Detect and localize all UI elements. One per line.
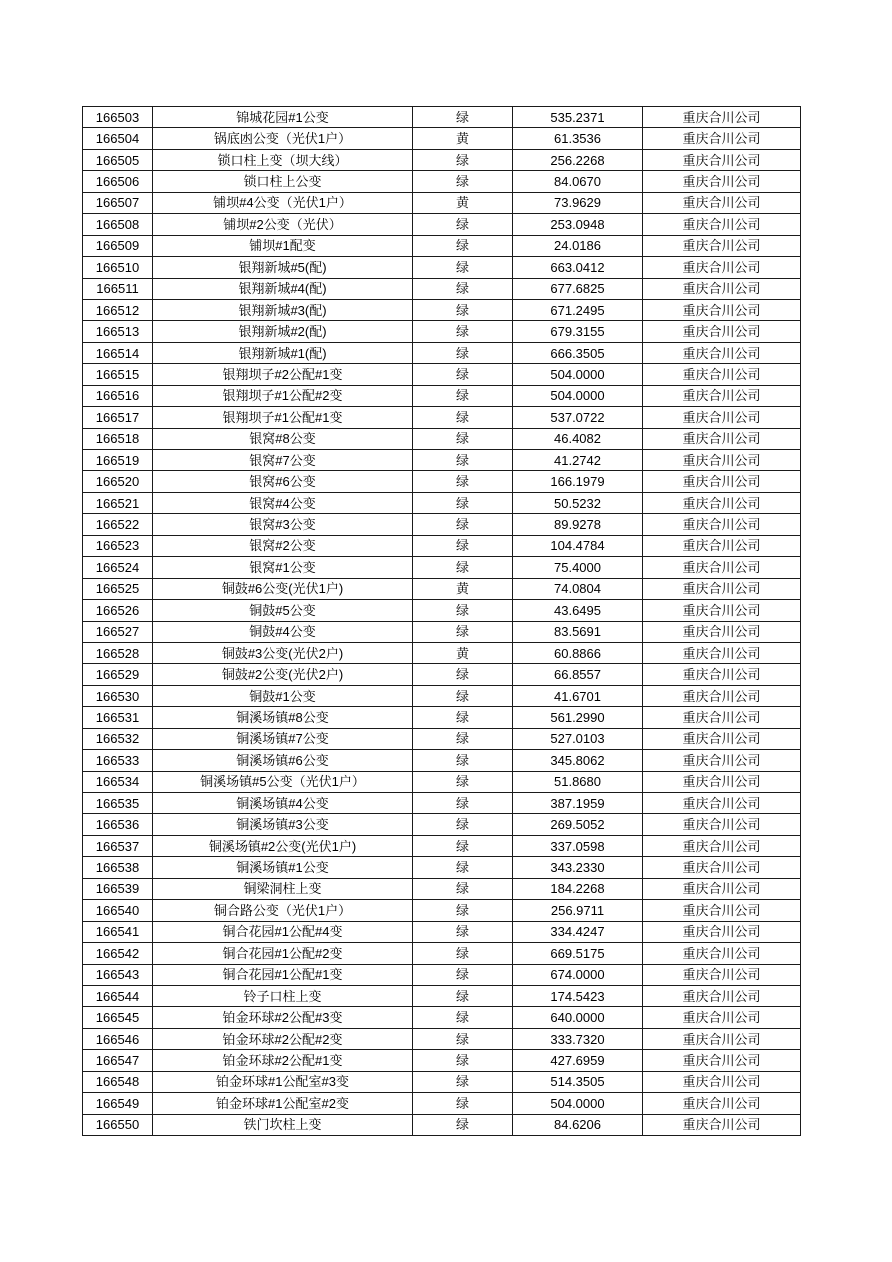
cell-company: 重庆合川公司 <box>643 621 801 642</box>
cell-id: 166550 <box>83 1114 153 1135</box>
cell-value: 184.2268 <box>513 878 643 899</box>
cell-value: 504.0000 <box>513 364 643 385</box>
cell-company: 重庆合川公司 <box>643 857 801 878</box>
table-row <box>83 149 801 170</box>
table-row <box>83 364 801 385</box>
cell-id: 166524 <box>83 557 153 578</box>
cell-value: 345.8062 <box>513 750 643 771</box>
cell-name: 银窝#8公变 <box>153 428 413 449</box>
cell-company: 重庆合川公司 <box>643 214 801 235</box>
cell-status: 绿 <box>413 728 513 749</box>
table-row <box>83 943 801 964</box>
cell-name: 银窝#4公变 <box>153 492 413 513</box>
cell-status: 绿 <box>413 278 513 299</box>
cell-value: 640.0000 <box>513 1007 643 1028</box>
cell-id: 166528 <box>83 642 153 663</box>
cell-name: 银窝#6公变 <box>153 471 413 492</box>
cell-id: 166515 <box>83 364 153 385</box>
cell-value: 535.2371 <box>513 107 643 128</box>
cell-status: 绿 <box>413 985 513 1006</box>
cell-name: 铂金环球#1公配室#3变 <box>153 1071 413 1092</box>
cell-id: 166536 <box>83 814 153 835</box>
cell-status: 绿 <box>413 943 513 964</box>
table-row <box>83 1114 801 1135</box>
cell-status: 绿 <box>413 364 513 385</box>
cell-company: 重庆合川公司 <box>643 364 801 385</box>
cell-id: 166511 <box>83 278 153 299</box>
cell-value: 253.0948 <box>513 214 643 235</box>
cell-company: 重庆合川公司 <box>643 1114 801 1135</box>
table-row <box>83 793 801 814</box>
cell-name: 铜合花园#1公配#2变 <box>153 943 413 964</box>
cell-value: 387.1959 <box>513 793 643 814</box>
table-row <box>83 664 801 685</box>
cell-value: 669.5175 <box>513 943 643 964</box>
cell-id: 166525 <box>83 578 153 599</box>
table-row <box>83 1028 801 1049</box>
cell-value: 51.8680 <box>513 771 643 792</box>
table-row <box>83 1071 801 1092</box>
table-row <box>83 535 801 556</box>
cell-company: 重庆合川公司 <box>643 793 801 814</box>
cell-status: 绿 <box>413 342 513 363</box>
cell-name: 铜梁洞柱上变 <box>153 878 413 899</box>
cell-id: 166523 <box>83 535 153 556</box>
cell-name: 铜鼓#6公变(光伏1户) <box>153 578 413 599</box>
cell-value: 66.8557 <box>513 664 643 685</box>
cell-id: 166541 <box>83 921 153 942</box>
cell-id: 166534 <box>83 771 153 792</box>
cell-value: 679.3155 <box>513 321 643 342</box>
cell-status: 绿 <box>413 171 513 192</box>
cell-company: 重庆合川公司 <box>643 192 801 213</box>
cell-name: 铜合路公变（光伏1户） <box>153 900 413 921</box>
cell-name: 铂金环球#2公配#1变 <box>153 1050 413 1071</box>
cell-id: 166533 <box>83 750 153 771</box>
table-row <box>83 514 801 535</box>
cell-name: 锅底凼公变（光伏1户） <box>153 128 413 149</box>
cell-value: 24.0186 <box>513 235 643 256</box>
table-row <box>83 814 801 835</box>
cell-company: 重庆合川公司 <box>643 964 801 985</box>
cell-company: 重庆合川公司 <box>643 900 801 921</box>
cell-status: 绿 <box>413 407 513 428</box>
cell-value: 537.0722 <box>513 407 643 428</box>
table-row <box>83 257 801 278</box>
cell-id: 166540 <box>83 900 153 921</box>
cell-id: 166522 <box>83 514 153 535</box>
cell-status: 绿 <box>413 1114 513 1135</box>
cell-status: 黄 <box>413 128 513 149</box>
cell-id: 166529 <box>83 664 153 685</box>
cell-id: 166503 <box>83 107 153 128</box>
cell-id: 166537 <box>83 835 153 856</box>
cell-company: 重庆合川公司 <box>643 299 801 320</box>
table-row <box>83 900 801 921</box>
cell-name: 铜溪场镇#4公变 <box>153 793 413 814</box>
cell-value: 75.4000 <box>513 557 643 578</box>
cell-name: 铜鼓#2公变(光伏2户) <box>153 664 413 685</box>
cell-company: 重庆合川公司 <box>643 107 801 128</box>
cell-name: 铂金环球#1公配室#2变 <box>153 1093 413 1114</box>
cell-status: 绿 <box>413 900 513 921</box>
cell-company: 重庆合川公司 <box>643 514 801 535</box>
cell-id: 166539 <box>83 878 153 899</box>
cell-id: 166547 <box>83 1050 153 1071</box>
cell-value: 166.1979 <box>513 471 643 492</box>
cell-name: 银窝#3公变 <box>153 514 413 535</box>
cell-name: 铺坝#2公变（光伏） <box>153 214 413 235</box>
table-sheet <box>82 106 801 1136</box>
table-row <box>83 921 801 942</box>
table-row <box>83 1050 801 1071</box>
cell-name: 银翔新城#4(配) <box>153 278 413 299</box>
cell-company: 重庆合川公司 <box>643 985 801 1006</box>
cell-id: 166521 <box>83 492 153 513</box>
cell-id: 166517 <box>83 407 153 428</box>
cell-company: 重庆合川公司 <box>643 685 801 706</box>
table-row <box>83 771 801 792</box>
cell-name: 铜鼓#5公变 <box>153 600 413 621</box>
cell-id: 166509 <box>83 235 153 256</box>
cell-name: 银翔新城#5(配) <box>153 257 413 278</box>
cell-id: 166542 <box>83 943 153 964</box>
cell-id: 166512 <box>83 299 153 320</box>
cell-name: 银翔坝子#2公配#1变 <box>153 364 413 385</box>
table-row <box>83 214 801 235</box>
cell-name: 铜鼓#4公变 <box>153 621 413 642</box>
cell-status: 绿 <box>413 921 513 942</box>
table-row <box>83 235 801 256</box>
cell-value: 83.5691 <box>513 621 643 642</box>
cell-status: 黄 <box>413 578 513 599</box>
cell-value: 334.4247 <box>513 921 643 942</box>
cell-value: 256.2268 <box>513 149 643 170</box>
cell-company: 重庆合川公司 <box>643 1093 801 1114</box>
cell-status: 绿 <box>413 964 513 985</box>
cell-value: 674.0000 <box>513 964 643 985</box>
cell-name: 铜合花园#1公配#1变 <box>153 964 413 985</box>
cell-status: 黄 <box>413 642 513 663</box>
table-row <box>83 407 801 428</box>
cell-status: 绿 <box>413 299 513 320</box>
table-row <box>83 728 801 749</box>
cell-company: 重庆合川公司 <box>643 600 801 621</box>
cell-value: 61.3536 <box>513 128 643 149</box>
cell-company: 重庆合川公司 <box>643 728 801 749</box>
table-row <box>83 642 801 663</box>
cell-name: 银翔坝子#1公配#2变 <box>153 385 413 406</box>
cell-id: 166504 <box>83 128 153 149</box>
cell-id: 166532 <box>83 728 153 749</box>
cell-company: 重庆合川公司 <box>643 814 801 835</box>
cell-name: 铜溪场镇#1公变 <box>153 857 413 878</box>
cell-status: 绿 <box>413 664 513 685</box>
cell-status: 绿 <box>413 428 513 449</box>
cell-company: 重庆合川公司 <box>643 450 801 471</box>
cell-company: 重庆合川公司 <box>643 1050 801 1071</box>
cell-value: 504.0000 <box>513 1093 643 1114</box>
cell-company: 重庆合川公司 <box>643 235 801 256</box>
cell-status: 绿 <box>413 600 513 621</box>
cell-name: 铜溪场镇#8公变 <box>153 707 413 728</box>
cell-company: 重庆合川公司 <box>643 578 801 599</box>
cell-status: 绿 <box>413 257 513 278</box>
cell-name: 铺坝#1配变 <box>153 235 413 256</box>
cell-value: 504.0000 <box>513 385 643 406</box>
cell-company: 重庆合川公司 <box>643 149 801 170</box>
cell-company: 重庆合川公司 <box>643 428 801 449</box>
cell-id: 166531 <box>83 707 153 728</box>
cell-company: 重庆合川公司 <box>643 835 801 856</box>
cell-value: 84.0670 <box>513 171 643 192</box>
cell-status: 绿 <box>413 321 513 342</box>
table-row <box>83 1093 801 1114</box>
table-row <box>83 621 801 642</box>
cell-company: 重庆合川公司 <box>643 492 801 513</box>
table-row <box>83 707 801 728</box>
cell-value: 89.9278 <box>513 514 643 535</box>
cell-status: 绿 <box>413 471 513 492</box>
cell-company: 重庆合川公司 <box>643 342 801 363</box>
cell-company: 重庆合川公司 <box>643 642 801 663</box>
cell-company: 重庆合川公司 <box>643 921 801 942</box>
cell-name: 铜鼓#3公变(光伏2户) <box>153 642 413 663</box>
cell-status: 绿 <box>413 450 513 471</box>
cell-id: 166518 <box>83 428 153 449</box>
cell-name: 银窝#1公变 <box>153 557 413 578</box>
cell-status: 绿 <box>413 685 513 706</box>
table-row <box>83 1007 801 1028</box>
cell-status: 绿 <box>413 1007 513 1028</box>
cell-value: 269.5052 <box>513 814 643 835</box>
cell-company: 重庆合川公司 <box>643 128 801 149</box>
cell-name: 铂金环球#2公配#2变 <box>153 1028 413 1049</box>
cell-value: 677.6825 <box>513 278 643 299</box>
cell-id: 166527 <box>83 621 153 642</box>
cell-status: 绿 <box>413 750 513 771</box>
cell-value: 256.9711 <box>513 900 643 921</box>
cell-id: 166513 <box>83 321 153 342</box>
cell-status: 绿 <box>413 149 513 170</box>
cell-status: 绿 <box>413 1093 513 1114</box>
cell-status: 绿 <box>413 707 513 728</box>
cell-name: 铁门坎柱上变 <box>153 1114 413 1135</box>
cell-status: 绿 <box>413 814 513 835</box>
cell-value: 84.6206 <box>513 1114 643 1135</box>
table-row <box>83 428 801 449</box>
cell-value: 43.6495 <box>513 600 643 621</box>
cell-id: 166538 <box>83 857 153 878</box>
cell-status: 绿 <box>413 535 513 556</box>
cell-company: 重庆合川公司 <box>643 407 801 428</box>
table-row <box>83 342 801 363</box>
cell-value: 46.4082 <box>513 428 643 449</box>
table-row <box>83 878 801 899</box>
cell-status: 绿 <box>413 107 513 128</box>
cell-value: 514.3505 <box>513 1071 643 1092</box>
cell-status: 绿 <box>413 514 513 535</box>
cell-value: 561.2990 <box>513 707 643 728</box>
cell-id: 166526 <box>83 600 153 621</box>
table-row <box>83 835 801 856</box>
cell-status: 黄 <box>413 192 513 213</box>
table-row <box>83 600 801 621</box>
cell-company: 重庆合川公司 <box>643 750 801 771</box>
cell-value: 671.2495 <box>513 299 643 320</box>
table-row <box>83 299 801 320</box>
cell-value: 427.6959 <box>513 1050 643 1071</box>
cell-value: 333.7320 <box>513 1028 643 1049</box>
table-row <box>83 857 801 878</box>
cell-status: 绿 <box>413 878 513 899</box>
cell-name: 银翔新城#2(配) <box>153 321 413 342</box>
cell-id: 166519 <box>83 450 153 471</box>
table-row <box>83 278 801 299</box>
cell-name: 银窝#7公变 <box>153 450 413 471</box>
cell-value: 41.2742 <box>513 450 643 471</box>
table-row <box>83 750 801 771</box>
cell-name: 银翔新城#1(配) <box>153 342 413 363</box>
cell-company: 重庆合川公司 <box>643 707 801 728</box>
cell-status: 绿 <box>413 1071 513 1092</box>
table-row <box>83 450 801 471</box>
cell-value: 527.0103 <box>513 728 643 749</box>
table-row <box>83 557 801 578</box>
table-row <box>83 492 801 513</box>
cell-name: 铜溪场镇#5公变（光伏1户） <box>153 771 413 792</box>
cell-id: 166514 <box>83 342 153 363</box>
cell-value: 343.2330 <box>513 857 643 878</box>
table-row <box>83 192 801 213</box>
table-row <box>83 107 801 128</box>
cell-value: 73.9629 <box>513 192 643 213</box>
cell-company: 重庆合川公司 <box>643 664 801 685</box>
cell-name: 锁口柱上公变 <box>153 171 413 192</box>
cell-value: 50.5232 <box>513 492 643 513</box>
cell-status: 绿 <box>413 621 513 642</box>
table-row <box>83 128 801 149</box>
cell-id: 166530 <box>83 685 153 706</box>
cell-company: 重庆合川公司 <box>643 257 801 278</box>
cell-name: 铺坝#4公变（光伏1户） <box>153 192 413 213</box>
cell-company: 重庆合川公司 <box>643 385 801 406</box>
cell-value: 104.4784 <box>513 535 643 556</box>
cell-status: 绿 <box>413 385 513 406</box>
table-row <box>83 471 801 492</box>
table-row <box>83 985 801 1006</box>
cell-id: 166510 <box>83 257 153 278</box>
cell-company: 重庆合川公司 <box>643 321 801 342</box>
cell-id: 166535 <box>83 793 153 814</box>
cell-name: 铜鼓#1公变 <box>153 685 413 706</box>
table-row <box>83 964 801 985</box>
cell-name: 铜溪场镇#7公变 <box>153 728 413 749</box>
table-row <box>83 385 801 406</box>
cell-id: 166548 <box>83 1071 153 1092</box>
cell-status: 绿 <box>413 214 513 235</box>
cell-status: 绿 <box>413 1028 513 1049</box>
table-row <box>83 171 801 192</box>
cell-company: 重庆合川公司 <box>643 471 801 492</box>
cell-id: 166506 <box>83 171 153 192</box>
table-row <box>83 685 801 706</box>
cell-name: 铜溪场镇#6公变 <box>153 750 413 771</box>
table-row <box>83 321 801 342</box>
cell-value: 60.8866 <box>513 642 643 663</box>
cell-id: 166508 <box>83 214 153 235</box>
cell-status: 绿 <box>413 557 513 578</box>
cell-name: 银翔坝子#1公配#1变 <box>153 407 413 428</box>
cell-name: 铂金环球#2公配#3变 <box>153 1007 413 1028</box>
cell-id: 166516 <box>83 385 153 406</box>
transformer-table <box>82 106 801 1136</box>
cell-value: 41.6701 <box>513 685 643 706</box>
cell-name: 铃子口柱上变 <box>153 985 413 1006</box>
cell-company: 重庆合川公司 <box>643 557 801 578</box>
cell-name: 铜溪场镇#2公变(光伏1户) <box>153 835 413 856</box>
cell-name: 锦城花园#1公变 <box>153 107 413 128</box>
cell-id: 166505 <box>83 149 153 170</box>
cell-name: 铜溪场镇#3公变 <box>153 814 413 835</box>
cell-id: 166545 <box>83 1007 153 1028</box>
cell-value: 74.0804 <box>513 578 643 599</box>
cell-status: 绿 <box>413 857 513 878</box>
cell-company: 重庆合川公司 <box>643 771 801 792</box>
cell-value: 666.3505 <box>513 342 643 363</box>
cell-company: 重庆合川公司 <box>643 535 801 556</box>
cell-company: 重庆合川公司 <box>643 278 801 299</box>
cell-company: 重庆合川公司 <box>643 943 801 964</box>
cell-status: 绿 <box>413 1050 513 1071</box>
cell-company: 重庆合川公司 <box>643 878 801 899</box>
cell-company: 重庆合川公司 <box>643 171 801 192</box>
cell-name: 锁口柱上变（坝大线） <box>153 149 413 170</box>
cell-name: 铜合花园#1公配#4变 <box>153 921 413 942</box>
cell-name: 银翔新城#3(配) <box>153 299 413 320</box>
cell-status: 绿 <box>413 235 513 256</box>
cell-value: 174.5423 <box>513 985 643 1006</box>
cell-id: 166507 <box>83 192 153 213</box>
cell-company: 重庆合川公司 <box>643 1071 801 1092</box>
cell-status: 绿 <box>413 771 513 792</box>
cell-company: 重庆合川公司 <box>643 1007 801 1028</box>
cell-id: 166544 <box>83 985 153 1006</box>
cell-status: 绿 <box>413 835 513 856</box>
cell-value: 663.0412 <box>513 257 643 278</box>
table-body <box>83 107 801 1136</box>
cell-id: 166549 <box>83 1093 153 1114</box>
cell-id: 166543 <box>83 964 153 985</box>
table-row <box>83 578 801 599</box>
cell-status: 绿 <box>413 793 513 814</box>
cell-id: 166520 <box>83 471 153 492</box>
cell-company: 重庆合川公司 <box>643 1028 801 1049</box>
cell-status: 绿 <box>413 492 513 513</box>
cell-name: 银窝#2公变 <box>153 535 413 556</box>
cell-value: 337.0598 <box>513 835 643 856</box>
cell-id: 166546 <box>83 1028 153 1049</box>
